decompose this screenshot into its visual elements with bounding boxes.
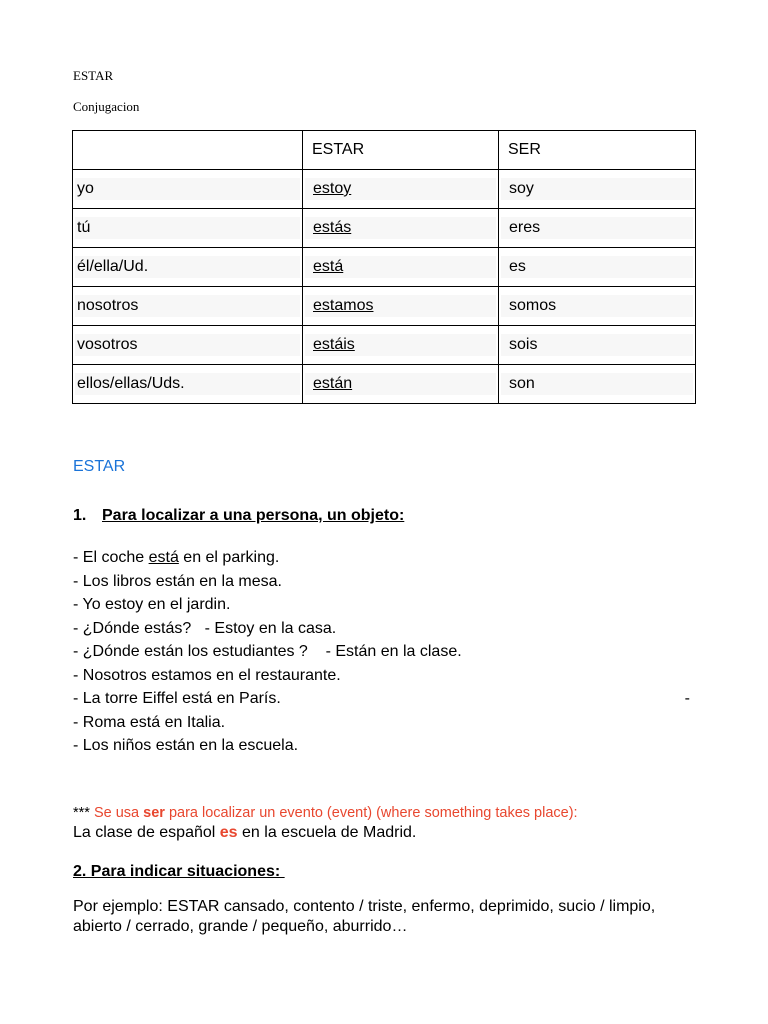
example-verb: está	[148, 549, 179, 566]
examples-list	[73, 546, 693, 758]
estar-cell: están	[305, 373, 496, 395]
point-2-body: Por ejemplo: ESTAR cansado, contento / triste, enfermo, deprimido, sucio / limpio, abierto / cerrado, grande / pequeño, aburrido…	[73, 898, 656, 935]
conjugation-table	[72, 130, 696, 404]
table-row	[73, 209, 696, 248]
point-1-text: Para localizar a una persona, un objeto:	[102, 507, 405, 524]
header-cell-estar: ESTAR	[303, 131, 499, 170]
header-cell-ser: SER	[499, 131, 696, 170]
estar-cell: estás	[305, 217, 496, 239]
point-2-heading: 2. Para indicar situaciones:	[73, 863, 285, 880]
point-1-heading	[73, 507, 404, 525]
example-line: - El coche está en el parking.	[73, 549, 280, 566]
example-line: - Yo estoy en el jardin.	[73, 596, 231, 613]
header-cell-empty	[73, 131, 303, 170]
ser-cell: son	[501, 373, 693, 395]
pronoun-cell: ellos/ellas/Uds.	[75, 373, 300, 395]
pronoun-cell: él/ella/Ud.	[75, 256, 300, 278]
table-row	[73, 326, 696, 365]
example-line: - ¿Dónde están los estudiantes ? - Están en la clase.	[73, 643, 462, 660]
pronoun-cell: vosotros	[75, 334, 300, 356]
note-stars: ***	[73, 805, 90, 821]
note-example-verb: es	[219, 824, 238, 841]
table-row	[73, 248, 696, 287]
estar-cell: estoy	[305, 178, 496, 200]
example-line: - La torre Eiffel está en París. -	[73, 687, 693, 711]
ser-cell: sois	[501, 334, 693, 356]
ser-note: *** Se usa ser para localizar un evento (event) (where something takes place):	[73, 805, 578, 821]
ser-cell: es	[501, 256, 693, 278]
ser-cell: soy	[501, 178, 693, 200]
section-heading: ESTAR	[73, 458, 126, 475]
example-line: - Los libros están en la mesa.	[73, 572, 282, 590]
example-line: - Nosotros estamos en el restaurante.	[73, 666, 341, 684]
document-subtitle: Conjugacion	[73, 99, 140, 114]
estar-cell: está	[305, 256, 496, 278]
pronoun-cell: tú	[75, 217, 300, 239]
example-line: - ¿Dónde estás? - Estoy en la casa.	[73, 619, 337, 637]
pronoun-cell: yo	[75, 178, 300, 200]
table-header-row	[73, 131, 696, 170]
estar-cell: estáis	[305, 334, 496, 356]
ser-cell: eres	[501, 217, 693, 239]
example-line: - Roma está en Italia.	[73, 713, 226, 731]
table-row	[73, 365, 696, 404]
note-example: La clase de español es en la escuela de Madrid.	[73, 824, 417, 841]
estar-cell: estamos	[305, 295, 496, 317]
pronoun-cell: nosotros	[75, 295, 300, 317]
note-ser-word: ser	[143, 805, 165, 821]
example-line: - Los niños están en la escuela.	[73, 737, 299, 754]
point-1-number: 1.	[73, 507, 87, 524]
document-title: ESTAR	[73, 68, 114, 83]
table-row	[73, 287, 696, 326]
trailing-dash: -	[684, 690, 690, 707]
ser-cell: somos	[501, 295, 693, 317]
table-row	[73, 170, 696, 209]
